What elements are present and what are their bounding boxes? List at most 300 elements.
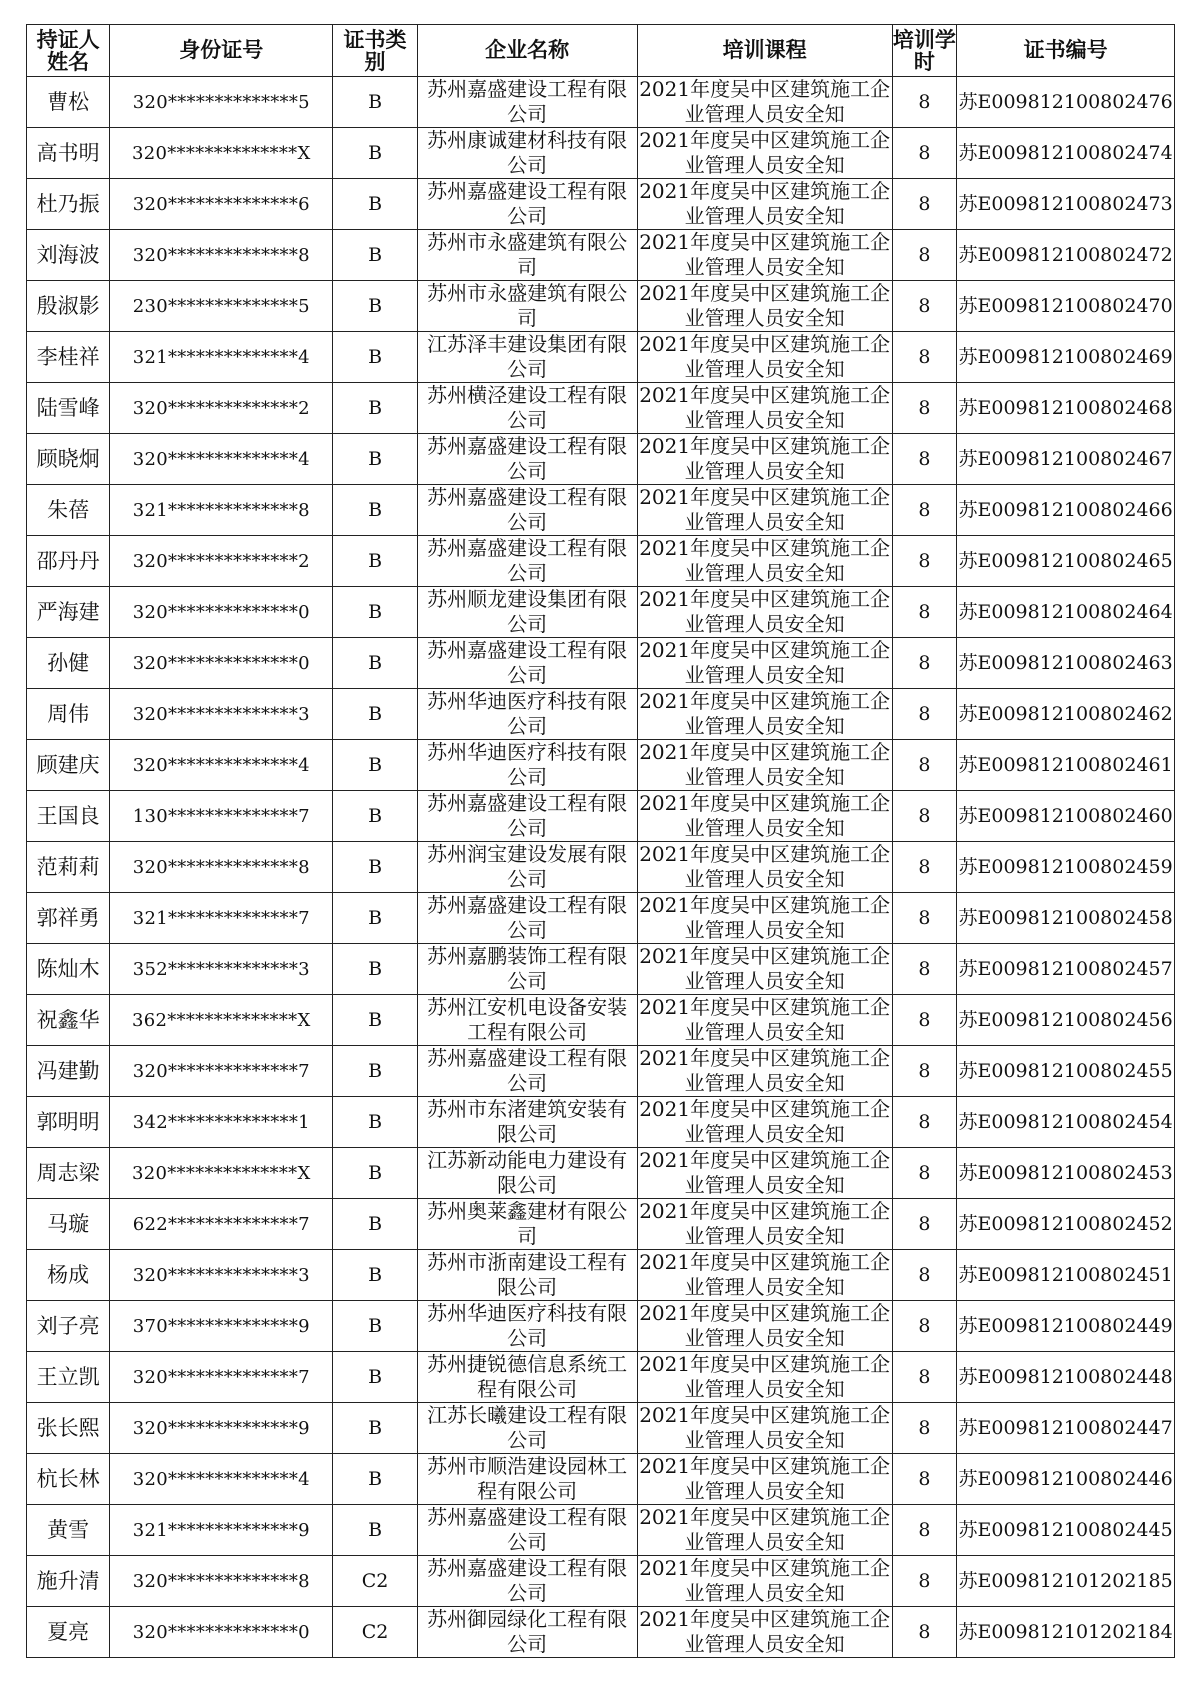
cell-id-number: 320**************0 [110, 638, 333, 689]
cell-hours: 8 [892, 995, 957, 1046]
cell-course [637, 1301, 892, 1352]
cell-hours: 8 [892, 1454, 957, 1505]
cell-name: 范莉莉 [27, 842, 110, 893]
cell-course [637, 1403, 892, 1454]
cell-cert-number: 苏E009812100802452 [957, 1199, 1175, 1250]
cell-category: B [333, 995, 417, 1046]
cell-company-text: 苏州华迪医疗科技有限公司 [427, 740, 628, 789]
cell-id-number: 342**************1 [110, 1097, 333, 1148]
cell-company [417, 893, 637, 944]
cell-name: 邵丹丹 [27, 536, 110, 587]
cell-id-number: 370**************9 [110, 1301, 333, 1352]
cell-hours: 8 [892, 1199, 957, 1250]
cell-id-number: 320**************5 [110, 77, 333, 128]
table-row [27, 1454, 1175, 1505]
cell-company-text: 江苏泽丰建设集团有限公司 [427, 332, 628, 381]
cell-course-text: 2021年度吴中区建筑施工企业管理人员安全知 [639, 842, 891, 891]
cell-category: B [333, 179, 417, 230]
cell-name: 冯建勤 [27, 1046, 110, 1097]
cell-hours: 8 [892, 179, 957, 230]
cell-hours: 8 [892, 536, 957, 587]
cell-course-text: 2021年度吴中区建筑施工企业管理人员安全知 [639, 944, 891, 993]
cell-course-text: 2021年度吴中区建筑施工企业管理人员安全知 [639, 281, 891, 330]
cell-company [417, 281, 637, 332]
cell-category: B [333, 1046, 417, 1097]
cell-cert-number: 苏E009812100802472 [957, 230, 1175, 281]
cell-hours: 8 [892, 1097, 957, 1148]
cell-name: 李桂祥 [27, 332, 110, 383]
cell-company-text: 苏州江安机电设备安装工程有限公司 [427, 995, 628, 1044]
cell-category: B [333, 842, 417, 893]
cell-course-text: 2021年度吴中区建筑施工企业管理人员安全知 [639, 1352, 891, 1401]
cell-id-number: 320**************2 [110, 536, 333, 587]
cell-company [417, 1301, 637, 1352]
cell-id-number: 320**************4 [110, 1454, 333, 1505]
cell-id-number: 320**************8 [110, 842, 333, 893]
cell-name: 杭长林 [27, 1454, 110, 1505]
cell-course [637, 1505, 892, 1556]
cell-course [637, 995, 892, 1046]
cell-id-number: 321**************9 [110, 1505, 333, 1556]
cell-category: B [333, 944, 417, 995]
cell-course [637, 1097, 892, 1148]
cell-category: B [333, 383, 417, 434]
cell-cert-number: 苏E009812100802469 [957, 332, 1175, 383]
cell-course-text: 2021年度吴中区建筑施工企业管理人员安全知 [639, 485, 891, 534]
table-row [27, 383, 1175, 434]
cell-course-text: 2021年度吴中区建筑施工企业管理人员安全知 [639, 1556, 891, 1605]
cell-id-number: 320**************0 [110, 587, 333, 638]
cell-company-text: 苏州市永盛建筑有限公司 [427, 230, 628, 279]
cell-company-text: 苏州康诚建材科技有限公司 [427, 128, 628, 177]
cell-cert-number: 苏E009812100802466 [957, 485, 1175, 536]
cell-company [417, 1046, 637, 1097]
cell-name: 黄雪 [27, 1505, 110, 1556]
table-row [27, 944, 1175, 995]
cell-course [637, 536, 892, 587]
cell-company-text: 苏州市浙南建设工程有限公司 [427, 1250, 628, 1299]
cell-cert-number: 苏E009812100802449 [957, 1301, 1175, 1352]
cell-company [417, 791, 637, 842]
cell-course [637, 587, 892, 638]
cell-name: 杨成 [27, 1250, 110, 1301]
table-row [27, 1199, 1175, 1250]
cell-id-number: 320**************8 [110, 230, 333, 281]
cell-category: B [333, 1301, 417, 1352]
cell-company-text: 苏州嘉盛建设工程有限公司 [427, 77, 628, 126]
cell-cert-number: 苏E009812100802454 [957, 1097, 1175, 1148]
cell-name: 陆雪峰 [27, 383, 110, 434]
table-row [27, 1352, 1175, 1403]
cell-cert-number: 苏E009812100802465 [957, 536, 1175, 587]
cell-id-number: 320**************4 [110, 434, 333, 485]
table-row [27, 842, 1175, 893]
cell-hours: 8 [892, 1403, 957, 1454]
cell-course [637, 485, 892, 536]
cell-id-number: 320**************3 [110, 1250, 333, 1301]
cell-hours: 8 [892, 281, 957, 332]
cell-company-text: 苏州嘉盛建设工程有限公司 [427, 179, 628, 228]
table-row [27, 1403, 1175, 1454]
cell-category: B [333, 128, 417, 179]
cell-course-text: 2021年度吴中区建筑施工企业管理人员安全知 [639, 1403, 891, 1452]
cell-hours: 8 [892, 740, 957, 791]
cell-course [637, 740, 892, 791]
cell-course-text: 2021年度吴中区建筑施工企业管理人员安全知 [639, 1097, 891, 1146]
cell-name: 马璇 [27, 1199, 110, 1250]
cell-course-text: 2021年度吴中区建筑施工企业管理人员安全知 [639, 332, 891, 381]
cell-name: 夏亮 [27, 1607, 110, 1658]
cell-company-text: 苏州嘉鹏装饰工程有限公司 [427, 944, 628, 993]
cell-category: B [333, 791, 417, 842]
cell-hours: 8 [892, 77, 957, 128]
cell-company [417, 587, 637, 638]
cell-course-text: 2021年度吴中区建筑施工企业管理人员安全知 [639, 1454, 891, 1503]
cell-course [637, 1352, 892, 1403]
cell-hours: 8 [892, 1250, 957, 1301]
cell-course-text: 2021年度吴中区建筑施工企业管理人员安全知 [639, 791, 891, 840]
cell-category: B [333, 485, 417, 536]
cell-name: 周伟 [27, 689, 110, 740]
cell-id-number: 320**************6 [110, 179, 333, 230]
cell-course-text: 2021年度吴中区建筑施工企业管理人员安全知 [639, 1199, 891, 1248]
cell-course-text: 2021年度吴中区建筑施工企业管理人员安全知 [639, 230, 891, 279]
cell-course-text: 2021年度吴中区建筑施工企业管理人员安全知 [639, 1505, 891, 1554]
cell-name: 严海建 [27, 587, 110, 638]
cell-company-text: 苏州嘉盛建设工程有限公司 [427, 1556, 628, 1605]
cell-course-text: 2021年度吴中区建筑施工企业管理人员安全知 [639, 893, 891, 942]
cell-hours: 8 [892, 1556, 957, 1607]
cell-id-number: 320**************X [110, 1148, 333, 1199]
cell-course-text: 2021年度吴中区建筑施工企业管理人员安全知 [639, 587, 891, 636]
cell-company-text: 苏州嘉盛建设工程有限公司 [427, 536, 628, 585]
cell-name: 高书明 [27, 128, 110, 179]
cell-id-number: 320**************8 [110, 1556, 333, 1607]
cell-course-text: 2021年度吴中区建筑施工企业管理人员安全知 [639, 179, 891, 228]
header-name: 持证人姓名 [27, 25, 110, 77]
table-row [27, 230, 1175, 281]
cell-name: 王立凯 [27, 1352, 110, 1403]
cell-id-number: 321**************4 [110, 332, 333, 383]
cell-company [417, 1403, 637, 1454]
cell-course [637, 1556, 892, 1607]
cell-company-text: 苏州嘉盛建设工程有限公司 [427, 1505, 628, 1554]
table-row [27, 77, 1175, 128]
cell-hours: 8 [892, 1352, 957, 1403]
cell-category: B [333, 281, 417, 332]
cell-id-number: 622**************7 [110, 1199, 333, 1250]
cell-category: B [333, 230, 417, 281]
cell-course [637, 1607, 892, 1658]
cell-hours: 8 [892, 332, 957, 383]
cell-company-text: 苏州市顺浩建设园林工程有限公司 [427, 1454, 628, 1503]
cell-id-number: 320**************7 [110, 1352, 333, 1403]
cell-cert-number: 苏E009812101202185 [957, 1556, 1175, 1607]
table-row [27, 1250, 1175, 1301]
cell-company-text: 苏州横泾建设工程有限公司 [427, 383, 628, 432]
table-row [27, 1556, 1175, 1607]
cell-cert-number: 苏E009812100802470 [957, 281, 1175, 332]
cell-course-text: 2021年度吴中区建筑施工企业管理人员安全知 [639, 995, 891, 1044]
cell-course [637, 1148, 892, 1199]
table-row [27, 1505, 1175, 1556]
table-row [27, 995, 1175, 1046]
header-category: 证书类别 [333, 25, 417, 77]
cell-company [417, 230, 637, 281]
cell-course-text: 2021年度吴中区建筑施工企业管理人员安全知 [639, 1301, 891, 1350]
cell-name: 陈灿木 [27, 944, 110, 995]
cell-name: 殷淑影 [27, 281, 110, 332]
cell-category: B [333, 1403, 417, 1454]
cell-company-text: 苏州嘉盛建设工程有限公司 [427, 791, 628, 840]
cell-hours: 8 [892, 587, 957, 638]
table-row [27, 1301, 1175, 1352]
cell-id-number: 320**************0 [110, 1607, 333, 1658]
cell-id-number: 362**************X [110, 995, 333, 1046]
cell-category: C2 [333, 1607, 417, 1658]
cell-company [417, 1556, 637, 1607]
cell-cert-number: 苏E009812100802448 [957, 1352, 1175, 1403]
table-row [27, 179, 1175, 230]
cell-course-text: 2021年度吴中区建筑施工企业管理人员安全知 [639, 1046, 891, 1095]
cell-category: B [333, 434, 417, 485]
cell-category: B [333, 638, 417, 689]
cell-cert-number: 苏E009812100802455 [957, 1046, 1175, 1097]
cell-id-number: 320**************X [110, 128, 333, 179]
cell-course [637, 1199, 892, 1250]
cell-course [637, 689, 892, 740]
cell-cert-number: 苏E009812100802464 [957, 587, 1175, 638]
cell-course-text: 2021年度吴中区建筑施工企业管理人员安全知 [639, 1607, 891, 1656]
cell-name: 顾晓炯 [27, 434, 110, 485]
cell-name: 周志梁 [27, 1148, 110, 1199]
table-row [27, 638, 1175, 689]
header-company: 企业名称 [417, 25, 637, 77]
cell-cert-number: 苏E009812100802460 [957, 791, 1175, 842]
cell-course-text: 2021年度吴中区建筑施工企业管理人员安全知 [639, 77, 891, 126]
cell-cert-number: 苏E009812100802467 [957, 434, 1175, 485]
cell-company [417, 332, 637, 383]
cell-hours: 8 [892, 1046, 957, 1097]
cell-course-text: 2021年度吴中区建筑施工企业管理人员安全知 [639, 1148, 891, 1197]
table-row [27, 740, 1175, 791]
cell-name: 郭祥勇 [27, 893, 110, 944]
cell-course-text: 2021年度吴中区建筑施工企业管理人员安全知 [639, 128, 891, 177]
header-row [27, 25, 1175, 77]
cell-company [417, 179, 637, 230]
cell-company-text: 苏州华迪医疗科技有限公司 [427, 689, 628, 738]
cell-hours: 8 [892, 689, 957, 740]
cell-hours: 8 [892, 1148, 957, 1199]
cell-id-number: 130**************7 [110, 791, 333, 842]
table-row [27, 587, 1175, 638]
cell-cert-number: 苏E009812100802459 [957, 842, 1175, 893]
cell-category: B [333, 77, 417, 128]
cell-company [417, 740, 637, 791]
table-row [27, 1046, 1175, 1097]
table-body [27, 77, 1175, 1658]
cell-id-number: 320**************2 [110, 383, 333, 434]
cell-category: B [333, 1148, 417, 1199]
table-row [27, 689, 1175, 740]
cell-category: B [333, 1199, 417, 1250]
cell-hours: 8 [892, 1301, 957, 1352]
cell-cert-number: 苏E009812100802462 [957, 689, 1175, 740]
cell-course [637, 1046, 892, 1097]
cell-hours: 8 [892, 1607, 957, 1658]
cell-category: B [333, 1454, 417, 1505]
cell-company [417, 1607, 637, 1658]
cell-course [637, 281, 892, 332]
cell-name: 顾建庆 [27, 740, 110, 791]
cell-company [417, 1505, 637, 1556]
table-row [27, 1607, 1175, 1658]
cell-company-text: 苏州市东渚建筑安装有限公司 [427, 1097, 628, 1146]
cell-category: B [333, 1505, 417, 1556]
header-course: 培训课程 [637, 25, 892, 77]
table-row [27, 332, 1175, 383]
cell-cert-number: 苏E009812100802476 [957, 77, 1175, 128]
cell-course [637, 791, 892, 842]
cell-company [417, 383, 637, 434]
cell-id-number: 320**************9 [110, 1403, 333, 1454]
cell-course-text: 2021年度吴中区建筑施工企业管理人员安全知 [639, 740, 891, 789]
cell-course-text: 2021年度吴中区建筑施工企业管理人员安全知 [639, 689, 891, 738]
table-row [27, 281, 1175, 332]
cell-hours: 8 [892, 485, 957, 536]
cell-cert-number: 苏E009812100802453 [957, 1148, 1175, 1199]
cell-company [417, 536, 637, 587]
cell-company [417, 995, 637, 1046]
cell-id-number: 230**************5 [110, 281, 333, 332]
cell-category: B [333, 1250, 417, 1301]
cell-category: C2 [333, 1556, 417, 1607]
header-cert: 证书编号 [957, 25, 1175, 77]
cell-course [637, 128, 892, 179]
cell-hours: 8 [892, 128, 957, 179]
cell-company [417, 638, 637, 689]
table-row [27, 1097, 1175, 1148]
cell-name: 郭明明 [27, 1097, 110, 1148]
cell-hours: 8 [892, 1505, 957, 1556]
cell-cert-number: 苏E009812100802446 [957, 1454, 1175, 1505]
cell-course [637, 179, 892, 230]
cell-company-text: 苏州华迪医疗科技有限公司 [427, 1301, 628, 1350]
cell-name: 曹松 [27, 77, 110, 128]
cell-company-text: 苏州润宝建设发展有限公司 [427, 842, 628, 891]
cell-course [637, 77, 892, 128]
cell-id-number: 320**************3 [110, 689, 333, 740]
cell-company [417, 1250, 637, 1301]
cell-company [417, 434, 637, 485]
cell-course [637, 383, 892, 434]
table-row [27, 791, 1175, 842]
cell-hours: 8 [892, 791, 957, 842]
cell-name: 王国良 [27, 791, 110, 842]
cell-company [417, 1454, 637, 1505]
cell-name: 刘海波 [27, 230, 110, 281]
cell-cert-number: 苏E009812100802468 [957, 383, 1175, 434]
cell-hours: 8 [892, 383, 957, 434]
cell-company [417, 944, 637, 995]
cell-cert-number: 苏E009812100802456 [957, 995, 1175, 1046]
cell-name: 张长熙 [27, 1403, 110, 1454]
table-row [27, 485, 1175, 536]
cell-company-text: 苏州嘉盛建设工程有限公司 [427, 893, 628, 942]
cell-id-number: 320**************4 [110, 740, 333, 791]
cell-hours: 8 [892, 230, 957, 281]
cell-id-number: 352**************3 [110, 944, 333, 995]
cell-id-number: 320**************7 [110, 1046, 333, 1097]
cell-company [417, 77, 637, 128]
table-row [27, 128, 1175, 179]
cell-company [417, 1352, 637, 1403]
cell-category: B [333, 689, 417, 740]
cell-course [637, 893, 892, 944]
cell-cert-number: 苏E009812100802461 [957, 740, 1175, 791]
cell-hours: 8 [892, 893, 957, 944]
cell-category: B [333, 332, 417, 383]
cell-company-text: 江苏长曦建设工程有限公司 [427, 1403, 628, 1452]
cell-company [417, 1199, 637, 1250]
cell-company-text: 苏州市永盛建筑有限公司 [427, 281, 628, 330]
cell-company-text: 苏州嘉盛建设工程有限公司 [427, 485, 628, 534]
cell-company-text: 苏州嘉盛建设工程有限公司 [427, 1046, 628, 1095]
cell-cert-number: 苏E009812100802463 [957, 638, 1175, 689]
cell-hours: 8 [892, 944, 957, 995]
cell-cert-number: 苏E009812100802445 [957, 1505, 1175, 1556]
cell-category: B [333, 1352, 417, 1403]
cell-course-text: 2021年度吴中区建筑施工企业管理人员安全知 [639, 1250, 891, 1299]
cell-company [417, 689, 637, 740]
cell-cert-number: 苏E009812100802457 [957, 944, 1175, 995]
cell-cert-number: 苏E009812100802458 [957, 893, 1175, 944]
cell-category: B [333, 1097, 417, 1148]
cell-company-text: 江苏新动能电力建设有限公司 [427, 1148, 628, 1197]
cell-name: 施升清 [27, 1556, 110, 1607]
cell-company [417, 842, 637, 893]
table-row [27, 1148, 1175, 1199]
certificate-roster-table [26, 24, 1175, 1658]
header-hours: 培训学时 [892, 25, 957, 77]
cell-hours: 8 [892, 638, 957, 689]
cell-company-text: 苏州奥莱鑫建材有限公司 [427, 1199, 628, 1248]
cell-hours: 8 [892, 434, 957, 485]
cell-category: B [333, 893, 417, 944]
cell-cert-number: 苏E009812101202184 [957, 1607, 1175, 1658]
cell-name: 孙健 [27, 638, 110, 689]
cell-hours: 8 [892, 842, 957, 893]
cell-company [417, 485, 637, 536]
cell-course [637, 1250, 892, 1301]
cell-company-text: 苏州嘉盛建设工程有限公司 [427, 638, 628, 687]
cell-cert-number: 苏E009812100802451 [957, 1250, 1175, 1301]
cell-cert-number: 苏E009812100802473 [957, 179, 1175, 230]
cell-course-text: 2021年度吴中区建筑施工企业管理人员安全知 [639, 434, 891, 483]
cell-name: 刘子亮 [27, 1301, 110, 1352]
table-row [27, 434, 1175, 485]
cell-company-text: 苏州嘉盛建设工程有限公司 [427, 434, 628, 483]
cell-course-text: 2021年度吴中区建筑施工企业管理人员安全知 [639, 638, 891, 687]
cell-name: 朱蓓 [27, 485, 110, 536]
table-row [27, 536, 1175, 587]
cell-name: 祝鑫华 [27, 995, 110, 1046]
cell-company [417, 1148, 637, 1199]
cell-name: 杜乃振 [27, 179, 110, 230]
cell-course [637, 230, 892, 281]
cell-course [637, 332, 892, 383]
cell-course [637, 638, 892, 689]
